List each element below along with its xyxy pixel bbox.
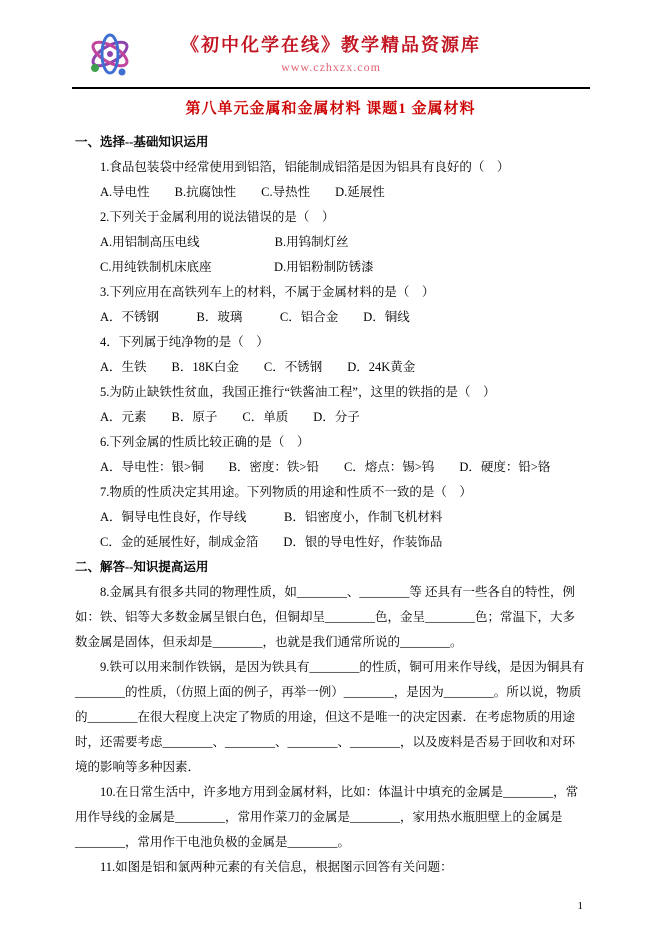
question-11-stem: 11.如图是铝和氯两种元素的有关信息，根据图示回答有关问题： <box>100 860 453 874</box>
question-2-options-ab: A.用铝制高压电线 B.用钨制灯丝 <box>100 235 349 249</box>
question-2-options-cd: C.用纯铁制机床底座 D.用铝粉制防锈漆 <box>100 260 374 274</box>
header-divider <box>72 87 590 89</box>
document-body <box>75 130 587 880</box>
question-7-options-cd: C．金的延展性好，制成金箔 D．银的导电性好，作装饰品 <box>100 535 443 549</box>
question-5-options: A．元素 B．原子 C．单质 D．分子 <box>100 410 360 424</box>
doc-title: 第八单元金属和金属材料 课题1 金属材料 <box>185 101 476 117</box>
section-2-heading: 二、解答--知识提高运用 <box>75 560 209 574</box>
site-url: www.czhxzx.com <box>281 60 381 74</box>
site-banner <box>72 34 590 74</box>
site-header <box>72 28 590 86</box>
site-banner-title: 《初中化学在线》教学精品资源库 <box>181 35 481 55</box>
question-4-options: A．生铁 B．18K白金 C．不锈钢 D．24K黄金 <box>100 360 416 374</box>
question-6-stem: 6.下列金属的性质比较正确的是（ ） <box>100 435 310 449</box>
question-4-stem: 4．下列属于纯净物的是（ ） <box>100 335 269 349</box>
question-7-options-ab: A．铜导电性良好，作导线 B．铝密度小，作制飞机材料 <box>100 510 443 524</box>
question-3-options: A．不锈钢 B．玻璃 C．铝合金 D．铜线 <box>100 310 410 324</box>
question-3-stem: 3.下列应用在高铁列车上的材料，不属于金属材料的是（ ） <box>100 285 435 299</box>
question-1-stem: 1.食品包装袋中经常使用到铝箔，铝能制成铝箔是因为铝具有良好的（ ） <box>100 160 510 174</box>
question-5-stem: 5.为防止缺铁性贫血，我国正推行“铁酱油工程”，这里的铁指的是（ ） <box>100 385 496 399</box>
question-8-paragraph: 8.金属具有很多共同的物理性质，如________、________等 还具有一些各自的特性，例如：铁、铝等大多数金属呈银白色，但铜却呈________色，金呈________色；常温下，大多数金属是固体，但汞却是________，也就是我们通常所说的________。 <box>75 585 576 649</box>
question-9-paragraph: 9.铁可以用来制作铁锅，是因为铁具有________的性质，铜可用来作导线，是因为铜具有________的性质，（仿照上面的例子，再举一例）________，是因为________。所以说，物质的________在很大程度上决定了物质的用途，但这不是唯一的决定因素．在考虑物质的用途时，还需要考虑________、________、________、________，以及废料是否易于回收和对环境的影响等多种因素． <box>75 660 585 774</box>
question-1-options: A.导电性 B.抗腐蚀性 C.导热性 D.延展性 <box>100 185 385 199</box>
question-6-options: A．导电性：银>铜 B．密度：铁>铅 C．熔点：锡>钨 D．硬度：铅>铬 <box>100 460 551 474</box>
question-2-stem: 2.下列关于金属利用的说法错误的是（ ） <box>100 210 335 224</box>
page-number: 1 <box>577 900 583 912</box>
question-10-paragraph: 10.在日常生活中，许多地方用到金属材料，比如：体温计中填充的金属是________，常用作导线的金属是________，常用作菜刀的金属是________，家用热水瓶胆壁上的金属是________，常用作干电池负极的金属是________。 <box>75 785 579 849</box>
section-1-heading: 一、选择--基础知识运用 <box>75 135 209 149</box>
question-7-stem: 7.物质的性质决定其用途。下列物质的用途和性质不一致的是（ ） <box>100 485 472 499</box>
